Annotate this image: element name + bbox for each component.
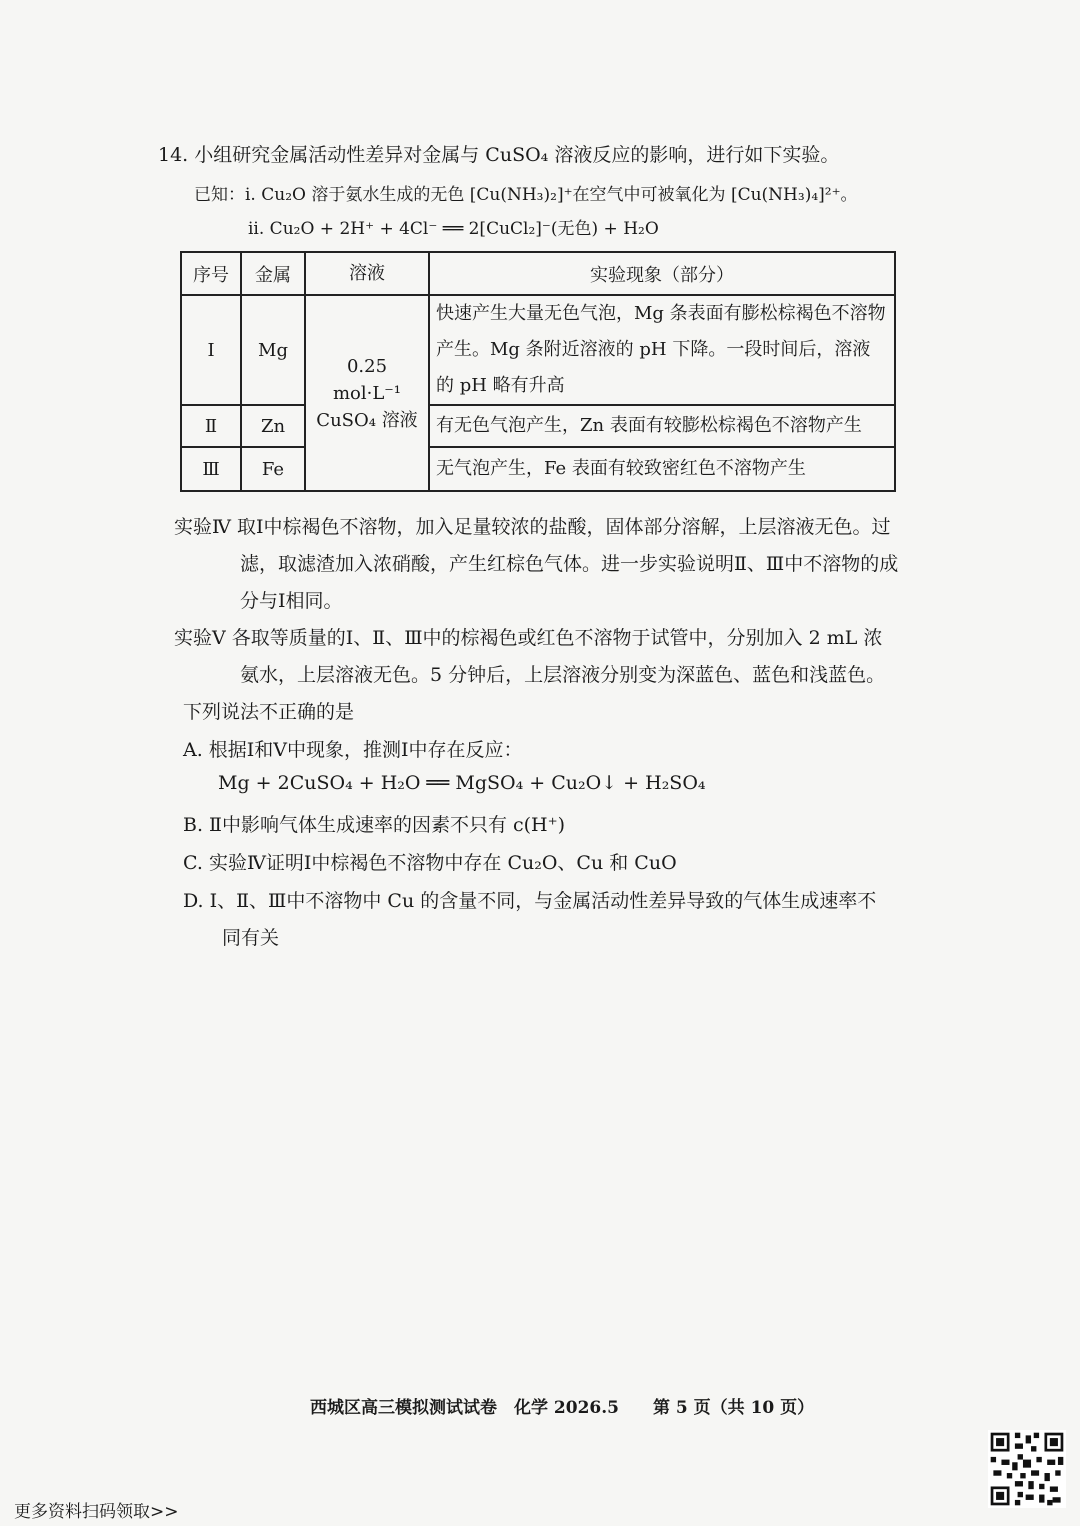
row-metal: Zn xyxy=(241,405,305,447)
qr-code-icon[interactable] xyxy=(988,1430,1066,1508)
row-observation: 有无色气泡产生，Zn 表面有较膨松棕褐色不溶物产生 xyxy=(429,405,895,447)
header-solution: 溶液 xyxy=(305,252,429,295)
question-prompt: 下列说法不正确的是 xyxy=(183,701,355,723)
option-b: B. Ⅱ中影响气体生成速率的因素不只有 c(H⁺) xyxy=(183,814,566,836)
solution-cell xyxy=(305,295,429,491)
exp4-line2: 滤，取滤渣加入浓硝酸，产生红棕色气体。进一步实验说明Ⅱ、Ⅲ中不溶物的成 xyxy=(240,553,899,575)
exp4-text-1: 取Ⅰ中棕褐色不溶物，加入足量较浓的盐酸，固体部分溶解，上层溶液无色。过 xyxy=(237,516,891,538)
solution-concentration: 0.25 mol·L⁻¹ xyxy=(332,355,402,404)
page-footer: 西城区高三模拟测试试卷 化学 2026.5 第 5 页（共 10 页） xyxy=(310,1398,815,1418)
exp4-line3: 分与Ⅰ相同。 xyxy=(240,590,343,612)
row-number: Ⅲ xyxy=(181,447,241,491)
question-stem xyxy=(158,140,839,167)
option-d-cont: 同有关 xyxy=(222,927,280,949)
header-observation: 实验现象（部分） xyxy=(429,252,895,295)
option-d: D. Ⅰ、Ⅱ、Ⅲ中不溶物中 Cu 的含量不同，与金属活动性差异导致的气体生成速率不 xyxy=(183,890,877,912)
exp4-line1 xyxy=(174,512,891,539)
exp4-label: 实验Ⅳ xyxy=(174,516,231,538)
option-c: C. 实验Ⅳ证明Ⅰ中棕褐色不溶物中存在 Cu₂O、Cu 和 CuO xyxy=(183,852,677,874)
solution-name: CuSO₄ 溶液 xyxy=(316,409,418,431)
exp5-label: 实验Ⅴ xyxy=(174,627,226,649)
known-i-text: i. Cu₂O 溶于氨水生成的无色 [Cu(NH₃)₂]⁺在空气中可被氧化为 [Cu(NH₃)₄]²⁺。 xyxy=(245,185,858,205)
header-metal: 金属 xyxy=(241,252,305,295)
header-number: 序号 xyxy=(181,252,241,295)
table-row xyxy=(181,405,895,447)
row-metal: Mg xyxy=(241,295,305,405)
option-a: A. 根据Ⅰ和Ⅴ中现象，推测Ⅰ中存在反应： xyxy=(183,739,523,761)
row-observation: 无气泡产生，Fe 表面有较致密红色不溶物产生 xyxy=(429,447,895,491)
known-label: 已知： xyxy=(194,185,245,205)
exp5-line2: 氨水，上层溶液无色。5 分钟后，上层溶液分别变为深蓝色、蓝色和浅蓝色。 xyxy=(240,664,886,686)
row-number: Ⅱ xyxy=(181,405,241,447)
row-observation: 快速产生大量无色气泡，Mg 条表面有膨松棕褐色不溶物产生。Mg 条附近溶液的 pH 下降。一段时间后，溶液的 pH 略有升高 xyxy=(429,295,895,405)
table-row xyxy=(181,447,895,491)
table-header-row xyxy=(181,252,895,295)
more-resources-link[interactable]: 更多资料扫码领取>> xyxy=(14,1502,179,1522)
experiment-table xyxy=(180,251,896,492)
table-row xyxy=(181,295,895,405)
exp5-text-1: 各取等质量的Ⅰ、Ⅱ、Ⅲ中的棕褐色或红色不溶物于试管中，分别加入 2 mL 浓 xyxy=(231,627,883,649)
row-metal: Fe xyxy=(241,447,305,491)
question-number: 14. xyxy=(158,144,189,166)
option-a-equation: Mg + 2CuSO₄ + H₂O ══ MgSO₄ + Cu₂O↓ + H₂SO₄ xyxy=(218,772,706,794)
question-text: 小组研究金属活动性差异对金属与 CuSO₄ 溶液反应的影响，进行如下实验。 xyxy=(194,144,840,166)
row-number: Ⅰ xyxy=(181,295,241,405)
known-i xyxy=(194,180,858,205)
exp5-line1 xyxy=(174,623,882,650)
known-ii: ii. Cu₂O + 2H⁺ + 4Cl⁻ ══ 2[CuCl₂]⁻(无色) + H₂O xyxy=(248,219,659,239)
